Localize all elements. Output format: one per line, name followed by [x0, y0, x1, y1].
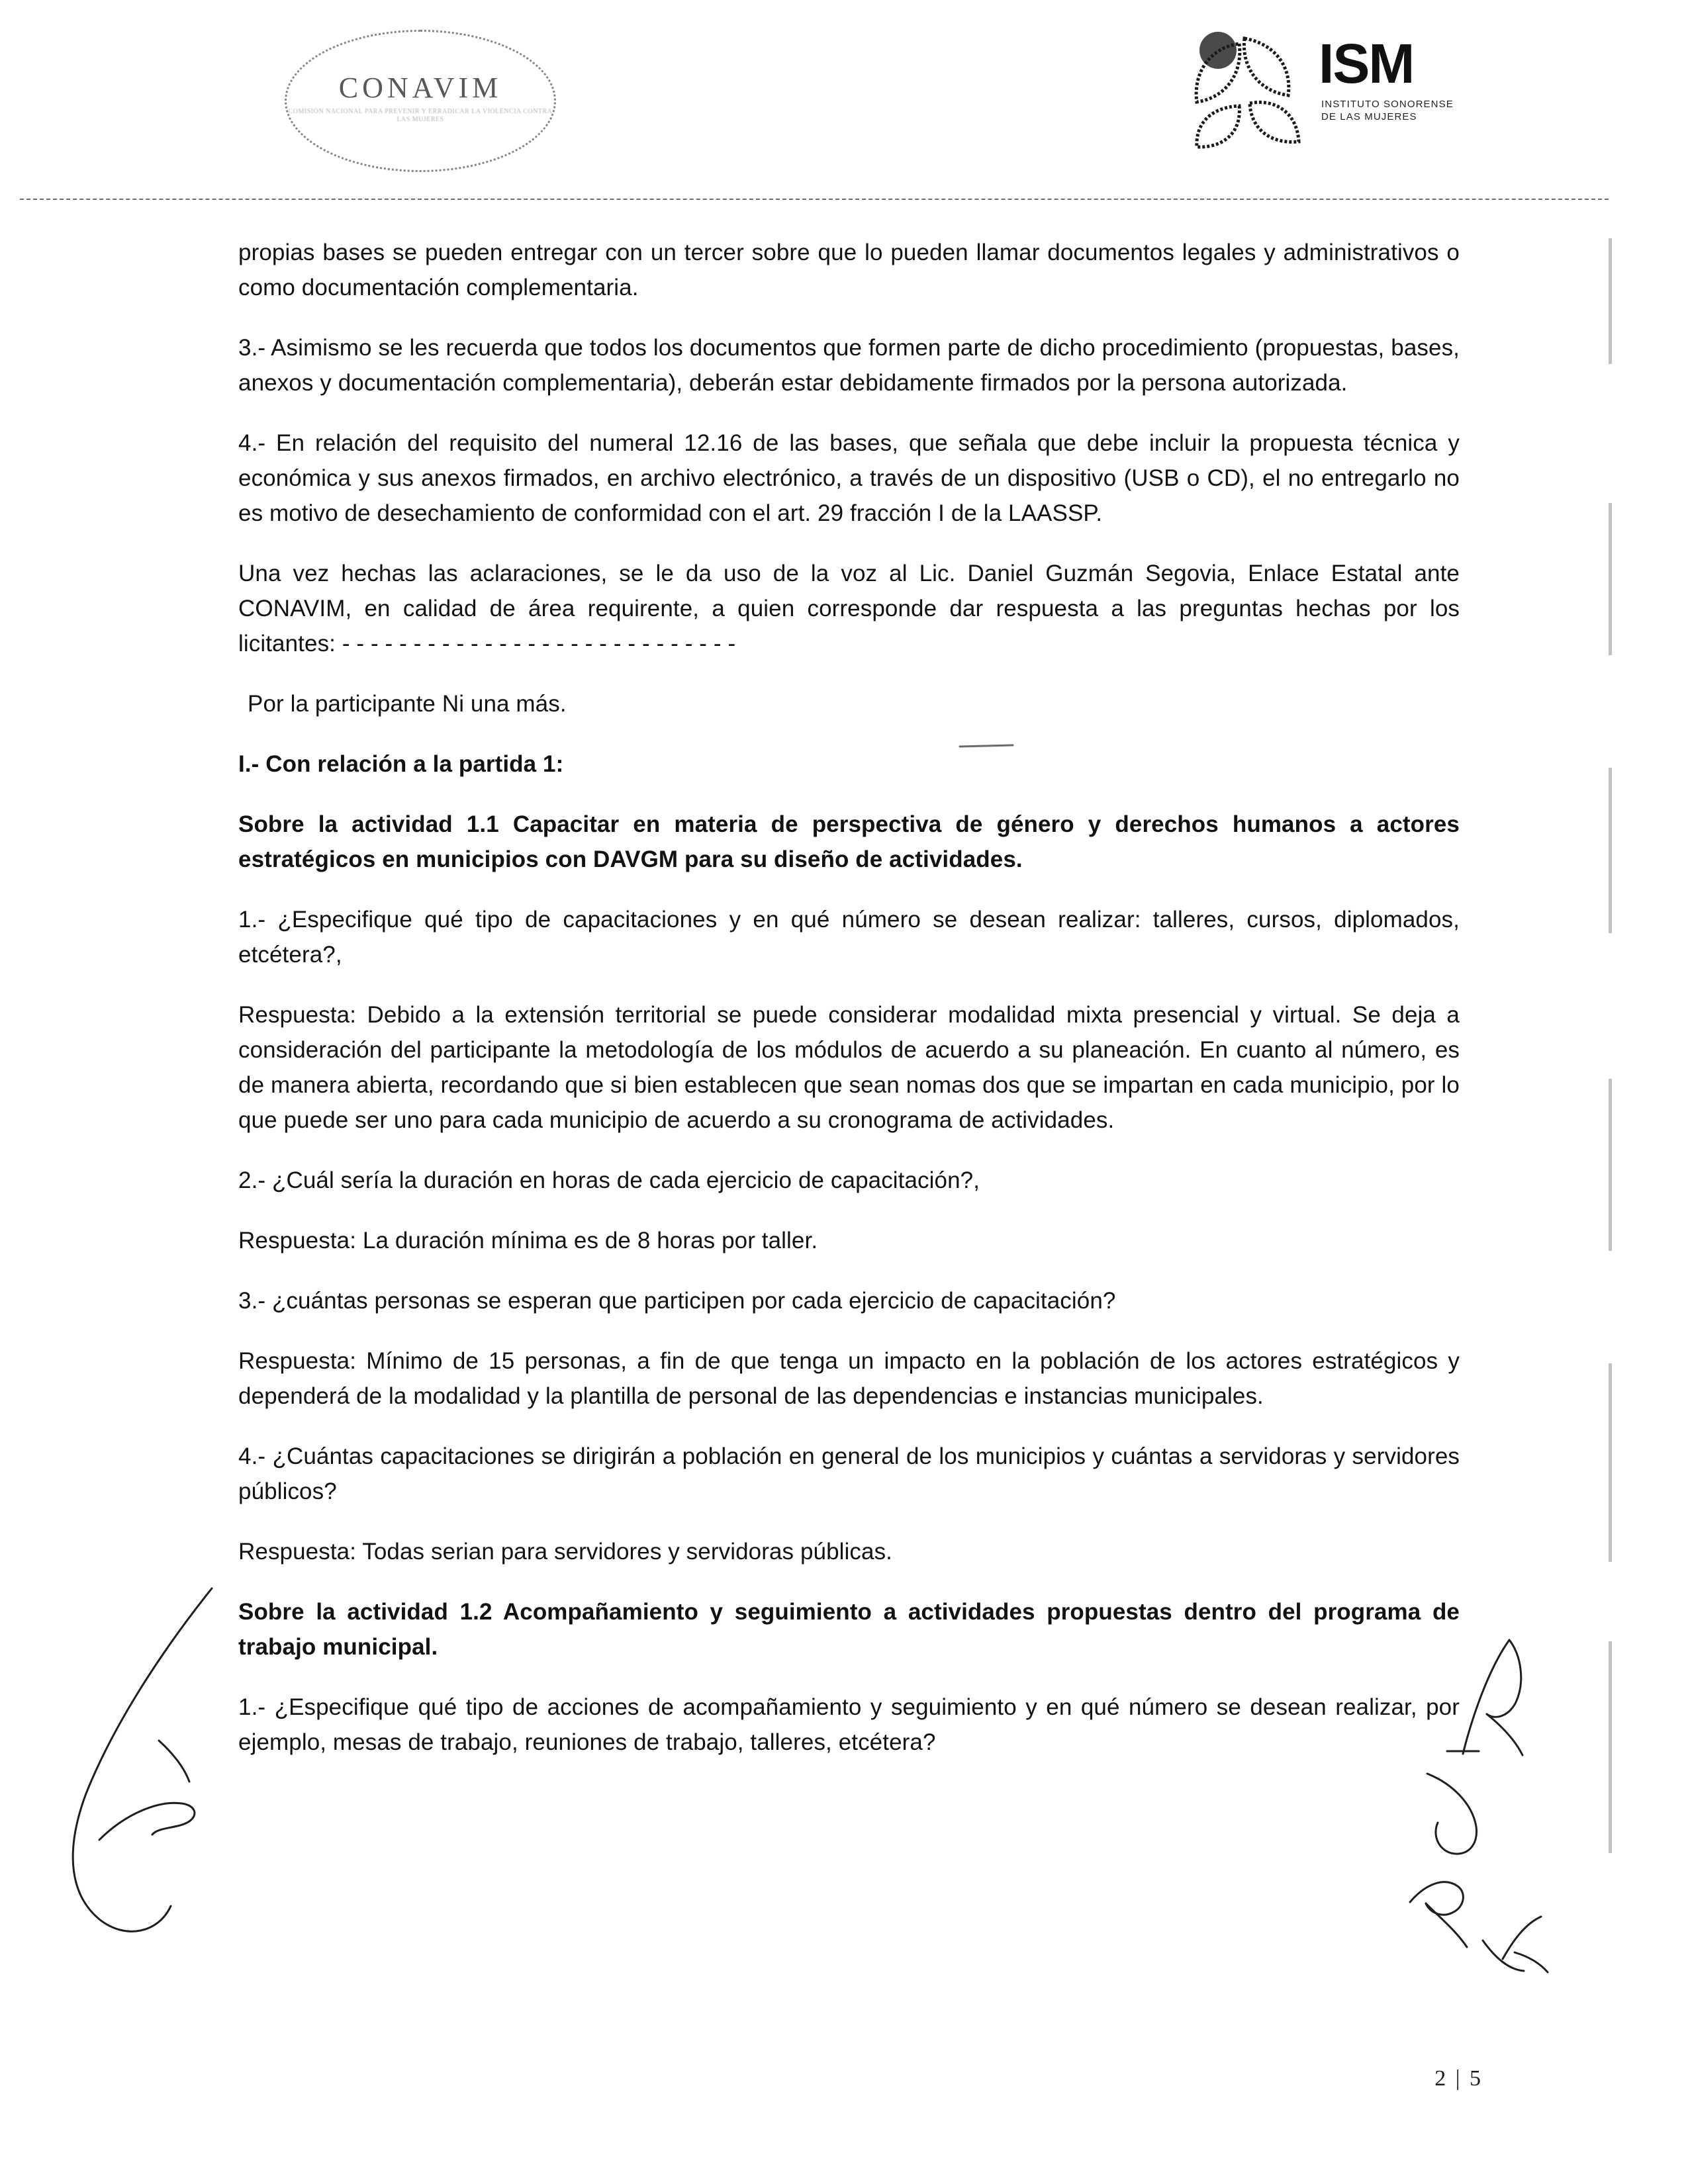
question-1-2-1: 1.- ¿Especifique qué tipo de acciones de acompañamiento y seguimiento y en qué número se desean realizar, por ejemplo, mesas de trabajo, reuniones de trabajo, talleres, etcétera? — [238, 1694, 1460, 1755]
letterhead — [0, 0, 1688, 199]
paragraph-item-4: 4.- En relación del requisito del numeral 12.16 de las bases, que señala que debe incluir la propuesta técnica y económica y sus anexos firmados, en archivo electrónico, a través de un dispositivo (USB o CD), el no entregarlo no es motivo de desechamiento de conformidad con el art. 29 fracción I de la LAASSP. — [238, 430, 1460, 526]
paragraph-uso-de-la-voz: Una vez hechas las aclaraciones, se le da uso de la voz al Lic. Daniel Guzmán Segovia, Enlace Estatal ante CONAVIM, en calidad de área requirente, a quien corresponde dar respuesta a las preguntas hechas por los licitantes: - - - - - - - - - - - - - - - - - - - - - - - - - - - - — [238, 561, 1460, 657]
paragraph-continuation: propias bases se pueden entregar con un tercer sobre que lo pueden llamar documentos legales y administrativos o como documentación complementaria. — [238, 240, 1460, 300]
question-1-1-4: 4.- ¿Cuántas capacitaciones se dirigirán a población en general de los municipios y cuántas a servidoras y servidores públicos? — [238, 1443, 1460, 1504]
scan-edge-artifact — [1609, 1079, 1612, 1251]
answer-1-1-4: Respuesta: Todas serian para servidores y servidoras públicas. — [238, 1539, 892, 1565]
answer-1-1-1: Respuesta: Debido a la extensión territorial se puede considerar modalidad mixta presencial y virtual. Se deja a consideración del participante la metodología de los módulos de acuerdo a su planeación. En cuanto al número, es de manera abierta, recordando que si bien establecen que sean nomas dos que se impartan en cada municipio, por lo que puede ser uno para cada municipio de acuerdo a su cronograma de actividades. — [238, 1002, 1460, 1133]
heading-actividad-1-2: Sobre la actividad 1.2 Acompañamiento y seguimiento a actividades propuestas dentro del programa de trabajo municipal. — [238, 1599, 1460, 1660]
ism-logo — [1165, 19, 1536, 158]
page-number: 2 | 5 — [1434, 2066, 1483, 2091]
heading-actividad-1-1: Sobre la actividad 1.1 Capacitar en materia de perspectiva de género y derechos humanos a actores estratégicos en municipios con DAVGM para su diseño de actividades. — [238, 811, 1460, 872]
scan-edge-artifact — [1609, 238, 1612, 364]
paragraph-item-3: 3.- Asimismo se les recuerda que todos los documentos que formen parte de dicho procedimiento (propuestas, bases, anexos y documentación complementaria), deberán estar debidamente firmados por la persona autorizada. — [238, 335, 1460, 396]
ism-acronym: ISM — [1319, 32, 1414, 95]
question-1-1-1: 1.- ¿Especifique qué tipo de capacitaciones y en qué número se desean realizar: talleres, cursos, diplomados, etcétera?, — [238, 907, 1460, 968]
answer-1-1-3: Respuesta: Mínimo de 15 personas, a fin de que tenga un impacto en la población de los actores estratégicos y dependerá de la modalidad y la plantilla de personal de las dependencias e instancias municipales. — [238, 1348, 1460, 1409]
scan-edge-artifact — [1609, 1641, 1612, 1853]
scan-edge-artifact — [1609, 503, 1612, 655]
question-1-1-2: 2.- ¿Cuál sería la duración en horas de cada ejercicio de capacitación?, — [238, 1167, 980, 1193]
header-divider-rule — [20, 199, 1609, 200]
ism-tagline-line1: INSTITUTO SONORENSE — [1321, 99, 1454, 110]
ism-tagline-line2: DE LAS MUJERES — [1321, 111, 1417, 122]
flower-icon — [1165, 19, 1317, 151]
question-1-1-3: 3.- ¿cuántas personas se esperan que participen por cada ejercicio de capacitación? — [238, 1288, 1116, 1314]
document-body — [238, 235, 1460, 1785]
ism-tagline — [1321, 98, 1454, 123]
heading-partida-1: I.- Con relación a la partida 1: — [238, 751, 564, 777]
conavim-subtitle: COMISIÓN NACIONAL PARA PREVENIR Y ERRADICAR LA VIOLENCIA CONTRA LAS MUJERES — [288, 108, 553, 123]
conavim-wordmark: CONAVIM — [338, 71, 502, 104]
scan-edge-artifact — [1609, 1363, 1612, 1562]
answer-1-1-2: Respuesta: La duración mínima es de 8 horas por taller. — [238, 1228, 818, 1253]
paragraph-participante: Por la participante Ni una más. — [248, 691, 567, 717]
conavim-logo — [285, 30, 556, 172]
scan-edge-artifact — [1609, 768, 1612, 933]
signature-mark-right-lower — [1403, 1760, 1569, 1979]
